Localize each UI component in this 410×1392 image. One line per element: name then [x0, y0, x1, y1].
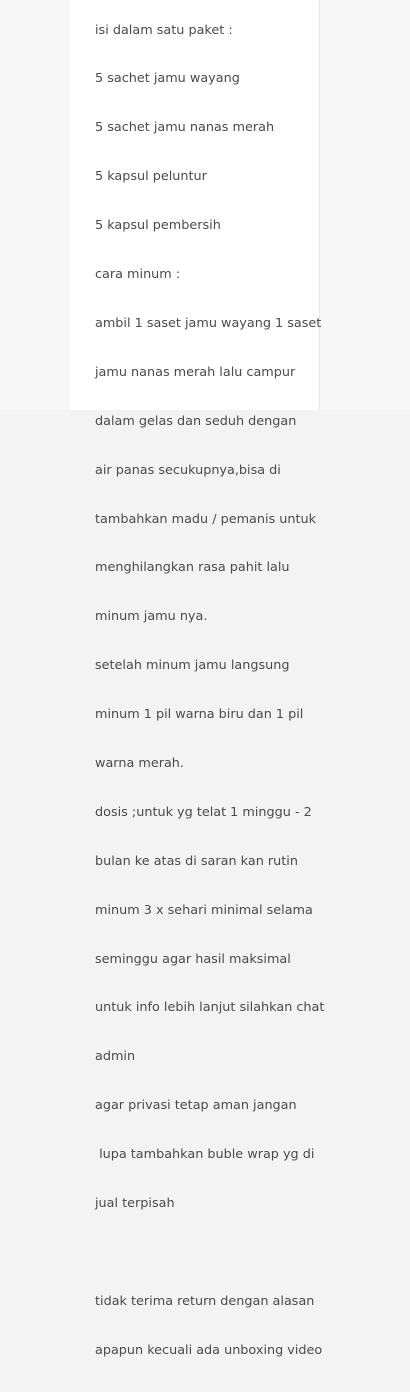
description-line: 5 sachet jamu wayang — [95, 71, 240, 87]
description-line: seminggu agar hasil maksimal — [95, 951, 291, 967]
description-line: ambil 1 saset jamu wayang 1 saset — [95, 315, 322, 331]
description-line: air panas secukupnya,bisa di — [95, 462, 281, 478]
description-line: 5 kapsul pembersih — [95, 218, 221, 234]
description-line: tidak terima return dengan alasan — [95, 1293, 315, 1309]
description-line: jual terpisah — [95, 1195, 175, 1211]
description-line: admin — [95, 1049, 136, 1065]
description-line: agar privasi tetap aman jangan — [95, 1098, 297, 1114]
description-line: jamu nanas merah lalu campur — [95, 364, 296, 380]
left-margin — [0, 0, 70, 410]
description-line: untuk info lebih lanjut silahkan chat — [95, 1000, 325, 1016]
description-line: minum 1 pil warna biru dan 1 pil — [95, 707, 304, 723]
description-line: apapun kecuali ada unboxing video — [95, 1342, 323, 1358]
description-line: 5 kapsul peluntur — [95, 169, 207, 185]
description-line: minum jamu nya. — [95, 609, 208, 625]
product-description-text — [95, 0, 324, 1392]
description-line: minum 3 x sehari minimal selama — [95, 902, 313, 918]
description-line: dalam gelas dan seduh dengan — [95, 413, 297, 429]
description-line: cara minum : — [95, 267, 181, 283]
description-line: tambahkan madu / pemanis untuk — [95, 511, 317, 527]
description-line: bulan ke atas di saran kan rutin — [95, 853, 298, 869]
description-line: isi dalam satu paket : — [95, 22, 233, 38]
description-line: warna merah. — [95, 755, 184, 771]
description-line — [95, 1245, 324, 1261]
description-line: setelah minum jamu langsung — [95, 658, 290, 674]
description-line: menghilangkan rasa pahit lalu — [95, 560, 290, 576]
description-line: 5 sachet jamu nanas merah — [95, 120, 275, 136]
description-line: dosis ;untuk yg telat 1 minggu - 2 — [95, 804, 312, 820]
right-margin — [320, 0, 410, 410]
description-line: lupa tambahkan buble wrap yg di — [95, 1147, 315, 1163]
